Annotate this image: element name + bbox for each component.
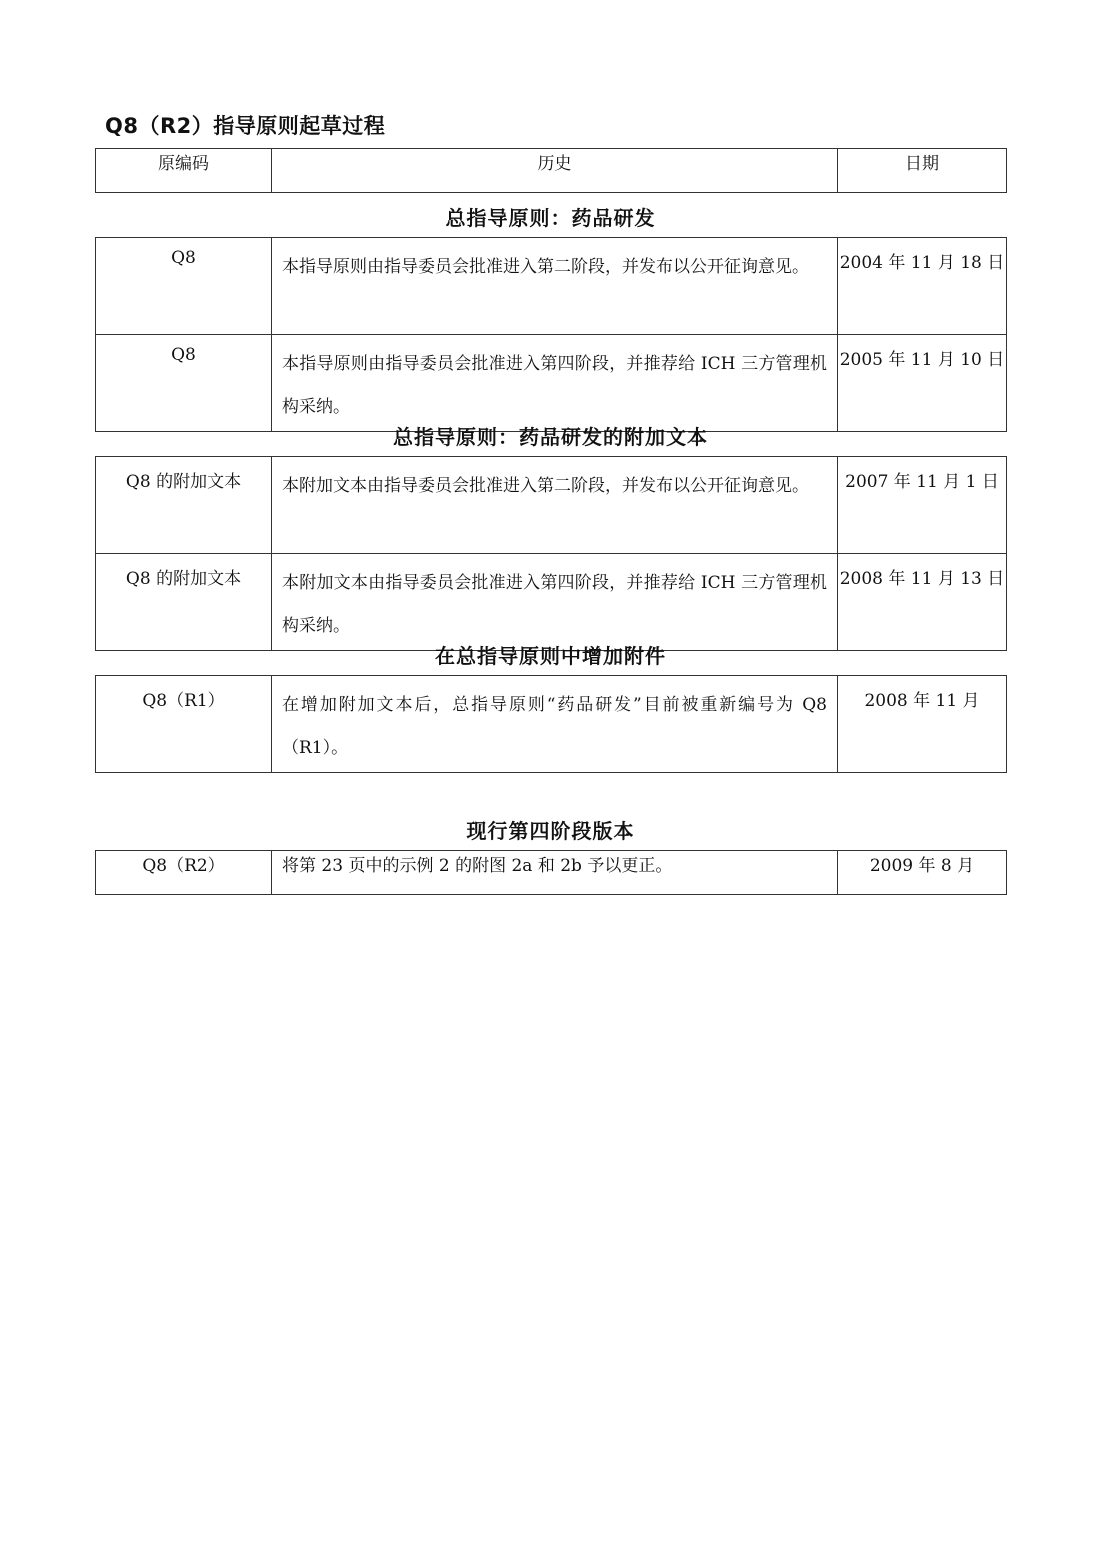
section-table: [95, 850, 1007, 895]
row-history: 本指导原则由指导委员会批准进入第二阶段，并发布以公开征询意见。: [272, 238, 838, 335]
row-date: 2008 年 11 月 13 日: [838, 554, 1007, 651]
section-title: 总指导原则：药品研发: [445, 206, 656, 230]
row-history: 本附加文本由指导委员会批准进入第二阶段，并发布以公开征询意见。: [272, 457, 838, 554]
section-title: 在总指导原则中增加附件: [435, 644, 666, 668]
table-row: [96, 851, 1007, 895]
header-history: 历史: [272, 149, 838, 193]
row-date: 2008 年 11 月: [838, 676, 1007, 773]
row-code: Q8（R1）: [96, 676, 272, 773]
row-date: 2007 年 11 月 1 日: [838, 457, 1007, 554]
header-table: [95, 148, 1007, 193]
table-row: [96, 335, 1007, 432]
table-row: [96, 238, 1007, 335]
row-history: 在增加附加文本后，总指导原则“药品研发”目前被重新编号为 Q8（R1）。: [272, 676, 838, 773]
section-table: [95, 237, 1007, 432]
table-row: [96, 457, 1007, 554]
section-title: 总指导原则：药品研发的附加文本: [393, 425, 708, 449]
table-row: [96, 676, 1007, 773]
row-date: 2005 年 11 月 10 日: [838, 335, 1007, 432]
header-code: 原编码: [96, 149, 272, 193]
row-history: 将第 23 页中的示例 2 的附图 2a 和 2b 予以更正。: [272, 851, 838, 895]
header-row: [96, 149, 1007, 193]
document-title: Q8（R2）指导原则起草过程: [105, 114, 386, 138]
section-table: [95, 675, 1007, 773]
section-title: 现行第四阶段版本: [466, 819, 635, 843]
row-code: Q8（R2）: [96, 851, 272, 895]
table-row: [96, 554, 1007, 651]
row-date: 2009 年 8 月: [838, 851, 1007, 895]
row-code: Q8: [96, 238, 272, 335]
row-code: Q8 的附加文本: [96, 554, 272, 651]
row-history: 本附加文本由指导委员会批准进入第四阶段，并推荐给 ICH 三方管理机构采纳。: [272, 554, 838, 651]
header-date: 日期: [838, 149, 1007, 193]
row-history: 本指导原则由指导委员会批准进入第四阶段，并推荐给 ICH 三方管理机构采纳。: [272, 335, 838, 432]
section-table: [95, 456, 1007, 651]
row-code: Q8 的附加文本: [96, 457, 272, 554]
row-code: Q8: [96, 335, 272, 432]
row-date: 2004 年 11 月 18 日: [838, 238, 1007, 335]
